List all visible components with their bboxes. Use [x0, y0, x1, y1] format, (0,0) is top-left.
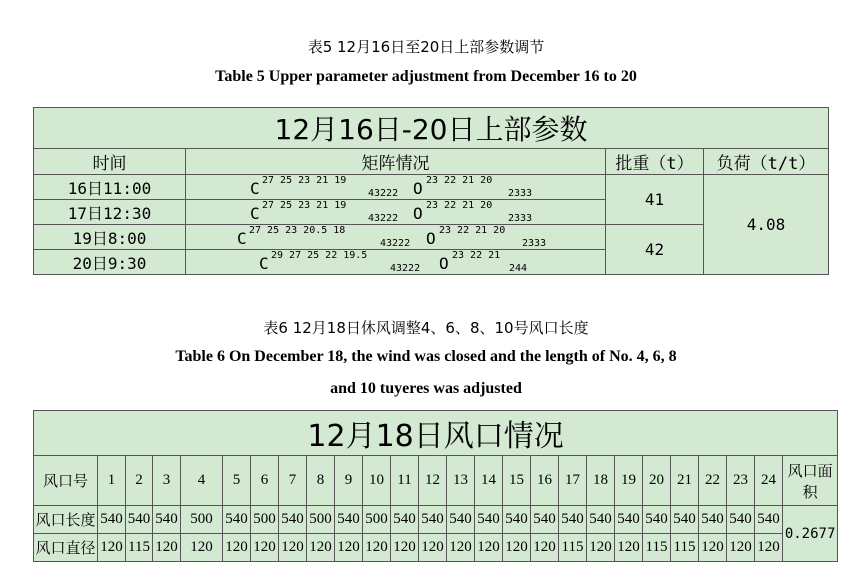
area-label-cell: 风口面积 — [783, 456, 838, 506]
tuyere-length-cell: 500 — [251, 506, 279, 534]
c-superscript: 29 27 25 22 19.5 — [271, 250, 368, 261]
header-load: 负荷（t/t） — [704, 149, 829, 175]
time-cell: 20日9:30 — [34, 250, 186, 275]
c-superscript: 27 25 23 21 19 — [262, 175, 347, 186]
tuyere-length-cell: 540 — [475, 506, 503, 534]
tuyere-diameter-cell: 120 — [447, 534, 475, 562]
tuyere-number-cell: 24 — [755, 456, 783, 506]
tuyere-diameter-cell: 120 — [363, 534, 391, 562]
tuyere-diameter-cell: 120 — [391, 534, 419, 562]
tuyere-length-cell: 540 — [447, 506, 475, 534]
table6-caption-en-line2: and 10 tuyeres was adjusted — [330, 380, 522, 397]
tuyere-number-cell: 12 — [419, 456, 447, 506]
header-batch-weight: 批重（t） — [606, 149, 704, 175]
table5-caption-cn: 表5 12月16日至20日上部参数调节 — [307, 38, 545, 56]
matrix-cell — [186, 250, 606, 275]
matrix-cell — [186, 200, 606, 225]
tuyere-number-cell: 16 — [531, 456, 559, 506]
tuyere-length-cell: 540 — [153, 506, 181, 534]
tuyere-diameter-cell: 115 — [559, 534, 587, 562]
tuyere-number-cell: 13 — [447, 456, 475, 506]
tuyere-number-cell: 11 — [391, 456, 419, 506]
tuyere-diameter-cell: 120 — [727, 534, 755, 562]
tuyere-diameter-cell: 120 — [223, 534, 251, 562]
matrix-cell — [186, 175, 606, 200]
tuyere-diameter-cell: 115 — [126, 534, 153, 562]
tuyere-diameter-cell: 120 — [503, 534, 531, 562]
row-label-tuyere-number: 风口号 — [34, 456, 98, 506]
c-letter: C — [237, 229, 247, 248]
tuyere-length-cell: 540 — [419, 506, 447, 534]
tuyere-number-cell: 10 — [363, 456, 391, 506]
tuyere-length-cell: 540 — [391, 506, 419, 534]
tuyere-number-cell: 3 — [153, 456, 181, 506]
c-superscript: 27 25 23 20.5 18 — [249, 225, 346, 236]
tuyere-length-cell: 540 — [615, 506, 643, 534]
o-subscript: 244 — [509, 263, 528, 274]
tuyere-number-cell: 22 — [699, 456, 727, 506]
tuyere-length-cell: 540 — [671, 506, 699, 534]
tuyere-length-cell: 540 — [279, 506, 307, 534]
area-value-cell: 0.2677 — [783, 506, 838, 562]
table6-caption-cn: 表6 12月18日休风调整4、6、8、10号风口长度 — [263, 319, 589, 337]
tuyere-number-cell: 2 — [126, 456, 153, 506]
tuyere-number-cell: 8 — [307, 456, 335, 506]
o-subscript: 2333 — [522, 238, 547, 249]
upper-parameter-table — [33, 107, 829, 275]
table5-caption-en: Table 5 Upper parameter adjustment from December 16 to 20 — [215, 68, 637, 85]
o-superscript: 23 22 21 — [452, 250, 501, 261]
o-letter: O — [426, 229, 436, 248]
tuyere-diameter-cell: 115 — [671, 534, 699, 562]
batch-weight-cell: 42 — [606, 225, 704, 275]
tuyere-number-cell: 23 — [727, 456, 755, 506]
batch-weight-cell: 41 — [606, 175, 704, 225]
c-subscript: 43222 — [380, 238, 411, 249]
tuyere-number-cell: 20 — [643, 456, 671, 506]
tuyere-diameter-cell: 120 — [475, 534, 503, 562]
o-letter: O — [439, 254, 449, 273]
tuyere-length-cell: 540 — [531, 506, 559, 534]
tuyere-number-row — [34, 456, 838, 506]
tuyere-number-cell: 7 — [279, 456, 307, 506]
tuyere-length-cell: 540 — [223, 506, 251, 534]
time-cell: 19日8:00 — [34, 225, 186, 250]
c-letter: C — [250, 204, 260, 223]
tuyere-diameter-cell: 120 — [419, 534, 447, 562]
tuyere-number-cell: 15 — [503, 456, 531, 506]
tuyere-diameter-cell: 120 — [699, 534, 727, 562]
tuyere-number-cell: 19 — [615, 456, 643, 506]
tuyere-number-cell: 4 — [181, 456, 223, 506]
o-superscript: 23 22 21 20 — [426, 175, 493, 186]
row-label-tuyere-diameter: 风口直径 — [34, 534, 98, 562]
tuyere-length-cell: 500 — [307, 506, 335, 534]
tuyere-length-cell: 500 — [363, 506, 391, 534]
tuyere-diameter-cell: 120 — [153, 534, 181, 562]
tuyere-diameter-cell: 120 — [531, 534, 559, 562]
o-letter: O — [413, 179, 423, 198]
tuyere-length-cell: 540 — [643, 506, 671, 534]
tuyere-length-cell: 540 — [98, 506, 126, 534]
table6-title: 12月18日风口情况 — [34, 411, 838, 456]
tuyere-number-cell: 6 — [251, 456, 279, 506]
o-superscript: 23 22 21 20 — [426, 200, 493, 211]
tuyere-length-cell: 540 — [126, 506, 153, 534]
tuyere-length-cell: 540 — [559, 506, 587, 534]
tuyere-number-cell: 14 — [475, 456, 503, 506]
time-cell: 17日12:30 — [34, 200, 186, 225]
table6-caption-en-line1: Table 6 On December 18, the wind was closed and the length of No. 4, 6, 8 — [175, 348, 677, 365]
tuyere-length-cell: 540 — [587, 506, 615, 534]
row-label-tuyere-length: 风口长度 — [34, 506, 98, 534]
tuyere-length-cell: 540 — [335, 506, 363, 534]
tuyere-number-cell: 17 — [559, 456, 587, 506]
tuyere-number-cell: 5 — [223, 456, 251, 506]
tuyere-length-cell: 540 — [727, 506, 755, 534]
tuyere-length-cell: 540 — [699, 506, 727, 534]
c-letter: C — [259, 254, 269, 273]
tuyere-length-row — [34, 506, 838, 534]
o-superscript: 23 22 21 20 — [439, 225, 506, 236]
matrix-cell — [186, 225, 606, 250]
tuyere-diameter-cell: 120 — [587, 534, 615, 562]
o-letter: O — [413, 204, 423, 223]
tuyere-diameter-row — [34, 534, 838, 562]
tuyere-number-cell: 21 — [671, 456, 699, 506]
tuyere-diameter-cell: 120 — [755, 534, 783, 562]
tuyere-diameter-cell: 120 — [279, 534, 307, 562]
c-subscript: 43222 — [368, 213, 399, 224]
header-matrix: 矩阵情况 — [186, 149, 606, 175]
tuyere-length-cell: 500 — [181, 506, 223, 534]
o-subscript: 2333 — [508, 188, 533, 199]
tuyere-diameter-cell: 120 — [181, 534, 223, 562]
tuyere-number-cell: 1 — [98, 456, 126, 506]
tuyere-diameter-cell: 120 — [98, 534, 126, 562]
tuyere-length-cell: 540 — [503, 506, 531, 534]
tuyere-status-table — [33, 410, 838, 562]
header-time: 时间 — [34, 149, 186, 175]
tuyere-length-cell: 540 — [755, 506, 783, 534]
o-subscript: 2333 — [508, 213, 533, 224]
c-subscript: 43222 — [390, 263, 421, 274]
c-superscript: 27 25 23 21 19 — [262, 200, 347, 211]
tuyere-number-cell: 18 — [587, 456, 615, 506]
tuyere-diameter-cell: 120 — [251, 534, 279, 562]
tuyere-diameter-cell: 120 — [335, 534, 363, 562]
tuyere-number-cell: 9 — [335, 456, 363, 506]
time-cell: 16日11:00 — [34, 175, 186, 200]
tuyere-diameter-cell: 115 — [643, 534, 671, 562]
tuyere-diameter-cell: 120 — [307, 534, 335, 562]
c-subscript: 43222 — [368, 188, 399, 199]
load-cell: 4.08 — [704, 175, 829, 275]
table-row — [34, 175, 829, 200]
c-letter: C — [250, 179, 260, 198]
tuyere-diameter-cell: 120 — [615, 534, 643, 562]
table5-title: 12月16日-20日上部参数 — [34, 108, 829, 149]
